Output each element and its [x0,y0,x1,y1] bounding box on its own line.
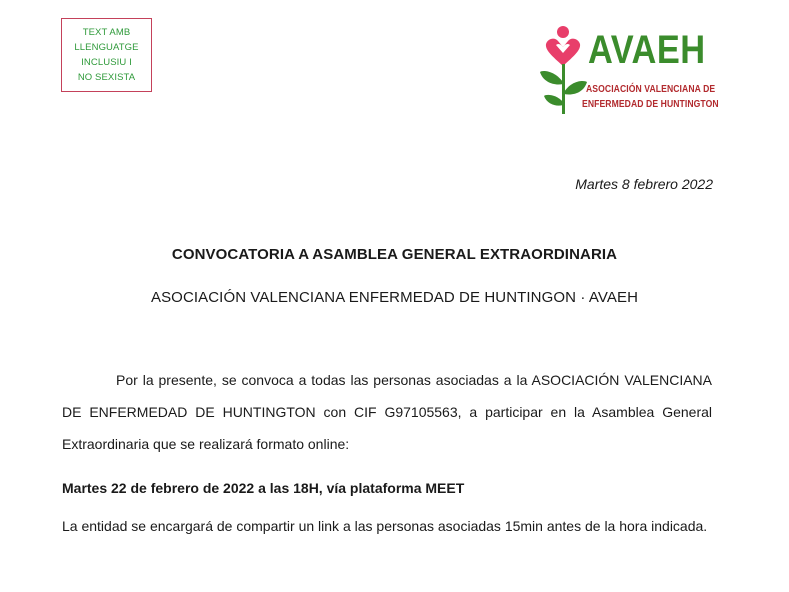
document-date: Martes 8 febrero 2022 [575,176,713,192]
inclusive-language-badge [61,18,152,92]
logo-wordmark: AVAEH [588,28,706,72]
avaeh-logo [538,22,719,122]
link-note: La entidad se encargará de compartir un link a las personas asociadas 15min antes de la hora indicada. [62,518,708,534]
badge-line: LLENGUATGE [74,42,139,53]
badge-line: TEXT AMB [82,27,131,38]
convocation-paragraph: Por la presente, se convoca a todas las personas asociadas a la ASOCIACIÓN VALENCIANA DE ENFERMEDAD DE HUNTINGTON con CIF G97105563, a participar en la Asamblea General Extraordinaria que se realizará formato online: [62,372,712,452]
badge-line: INCLUSIU I [81,57,132,68]
document-subtitle: ASOCIACIÓN VALENCIANA ENFERMEDAD DE HUNTINGON · AVAEH [150,289,639,306]
badge-line: NO SEXISTA [77,72,136,83]
meeting-details: Martes 22 de febrero de 2022 a las 18H, vía plataforma MEET [62,480,465,496]
logo-subtitle-line-2: ENFERMEDAD DE HUNTINGTON [582,98,719,110]
logo-subtitle-line-1: ASOCIACIÓN VALENCIANA DE [586,83,716,95]
document-title: CONVOCATORIA A ASAMBLEA GENERAL EXTRAORDINARIA [171,246,618,263]
